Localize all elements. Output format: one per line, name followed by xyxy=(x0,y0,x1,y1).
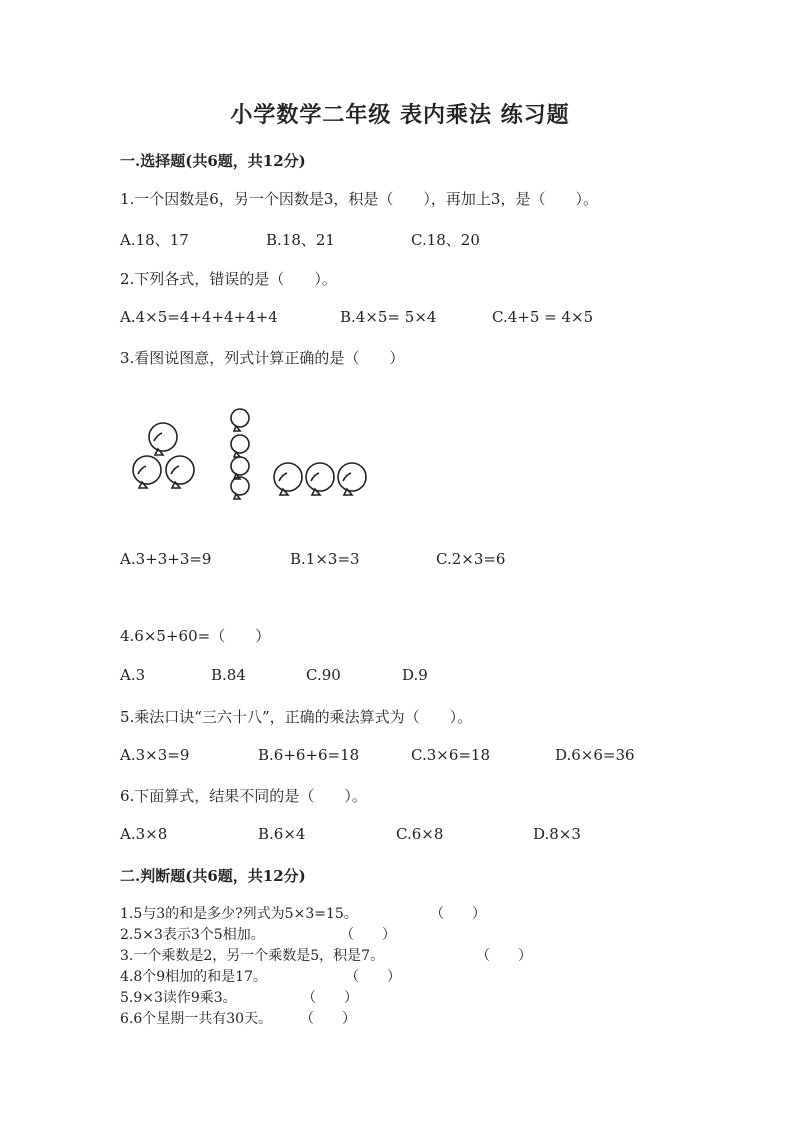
balloon-icon xyxy=(133,456,161,488)
judge-item-5-blank: （ ） xyxy=(302,990,358,1006)
question-4-option-a: A.3 xyxy=(120,666,146,684)
balloon-icon xyxy=(231,457,249,479)
question-3-option-b: B.1×3=3 xyxy=(290,550,360,568)
judge-item-1-blank: （ ） xyxy=(430,906,486,922)
question-5-option-b: B.6+6+6=18 xyxy=(258,746,360,764)
judge-item-4: 4.8个9相加的和是17。 xyxy=(120,969,267,985)
question-2-option-b: B.4×5= 5×4 xyxy=(340,308,437,326)
balloon-icon xyxy=(149,423,177,455)
judge-item-1: 1.5与3的和是多少?列式为5×3=15。 xyxy=(120,906,358,922)
question-6-option-d: D.8×3 xyxy=(533,825,581,843)
question-4-option-c: C.90 xyxy=(306,666,341,684)
question-5-option-c: C.3×6=18 xyxy=(411,746,491,764)
question-6-stem: 6.下面算式，结果不同的是（ ）。 xyxy=(120,787,367,805)
question-1-option-a: A.18、17 xyxy=(120,231,189,249)
question-4-stem: 4.6×5+60=（ ） xyxy=(120,627,271,645)
question-1-stem: 1.一个因数是6，另一个因数是3，积是（ ），再加上3，是（ ）。 xyxy=(120,190,598,208)
question-5-stem: 5.乘法口诀“三六十八”，正确的乘法算式为（ ）。 xyxy=(120,708,473,726)
question-6-option-c: C.6×8 xyxy=(396,825,444,843)
question-3-option-c: C.2×3=6 xyxy=(436,550,506,568)
question-2-stem: 2.下列各式，错误的是（ ）。 xyxy=(120,270,337,288)
judge-item-6: 6.6个星期一共有30天。 xyxy=(120,1011,273,1027)
judge-item-2-blank: （ ） xyxy=(340,927,396,943)
balloon-icon xyxy=(306,463,334,495)
question-1-option-b: B.18、21 xyxy=(266,231,335,249)
balloon-icon xyxy=(166,456,194,488)
page-title: 小学数学二年级 表内乘法 练习题 xyxy=(230,102,570,128)
judge-item-4-blank: （ ） xyxy=(345,969,401,985)
question-2-option-a: A.4×5=4+4+4+4+4 xyxy=(120,308,278,326)
judge-item-5: 5.9×3读作9乘3。 xyxy=(120,990,237,1006)
judge-item-3: 3.一个乘数是2，另一个乘数是5，积是7。 xyxy=(120,948,385,964)
question-6-option-a: A.3×8 xyxy=(120,825,168,843)
balloons-illustration xyxy=(120,395,400,510)
question-5-option-a: A.3×3=9 xyxy=(120,746,190,764)
question-6-option-b: B.6×4 xyxy=(258,825,306,843)
balloon-icon xyxy=(338,463,366,495)
judge-item-3-blank: （ ） xyxy=(476,948,532,964)
question-4-option-d: D.9 xyxy=(402,666,428,684)
question-4-option-b: B.84 xyxy=(211,666,246,684)
question-2-option-c: C.4+5 = 4×5 xyxy=(492,308,594,326)
section-heading-judge: 二.判断题(共6题，共12分) xyxy=(120,867,306,885)
question-3-option-a: A.3+3+3=9 xyxy=(120,550,212,568)
judge-item-2: 2.5×3表示3个5相加。 xyxy=(120,927,265,943)
section-heading-choice: 一.选择题(共6题，共12分) xyxy=(120,152,306,170)
question-5-option-d: D.6×6=36 xyxy=(555,746,635,764)
balloon-icon xyxy=(231,477,249,499)
balloon-icon xyxy=(274,463,302,495)
question-3-stem: 3.看图说图意，列式计算正确的是（ ） xyxy=(120,349,405,367)
balloon-icon xyxy=(231,435,249,457)
judge-item-6-blank: （ ） xyxy=(300,1011,356,1027)
question-1-option-c: C.18、20 xyxy=(411,231,480,249)
balloon-icon xyxy=(231,409,249,431)
